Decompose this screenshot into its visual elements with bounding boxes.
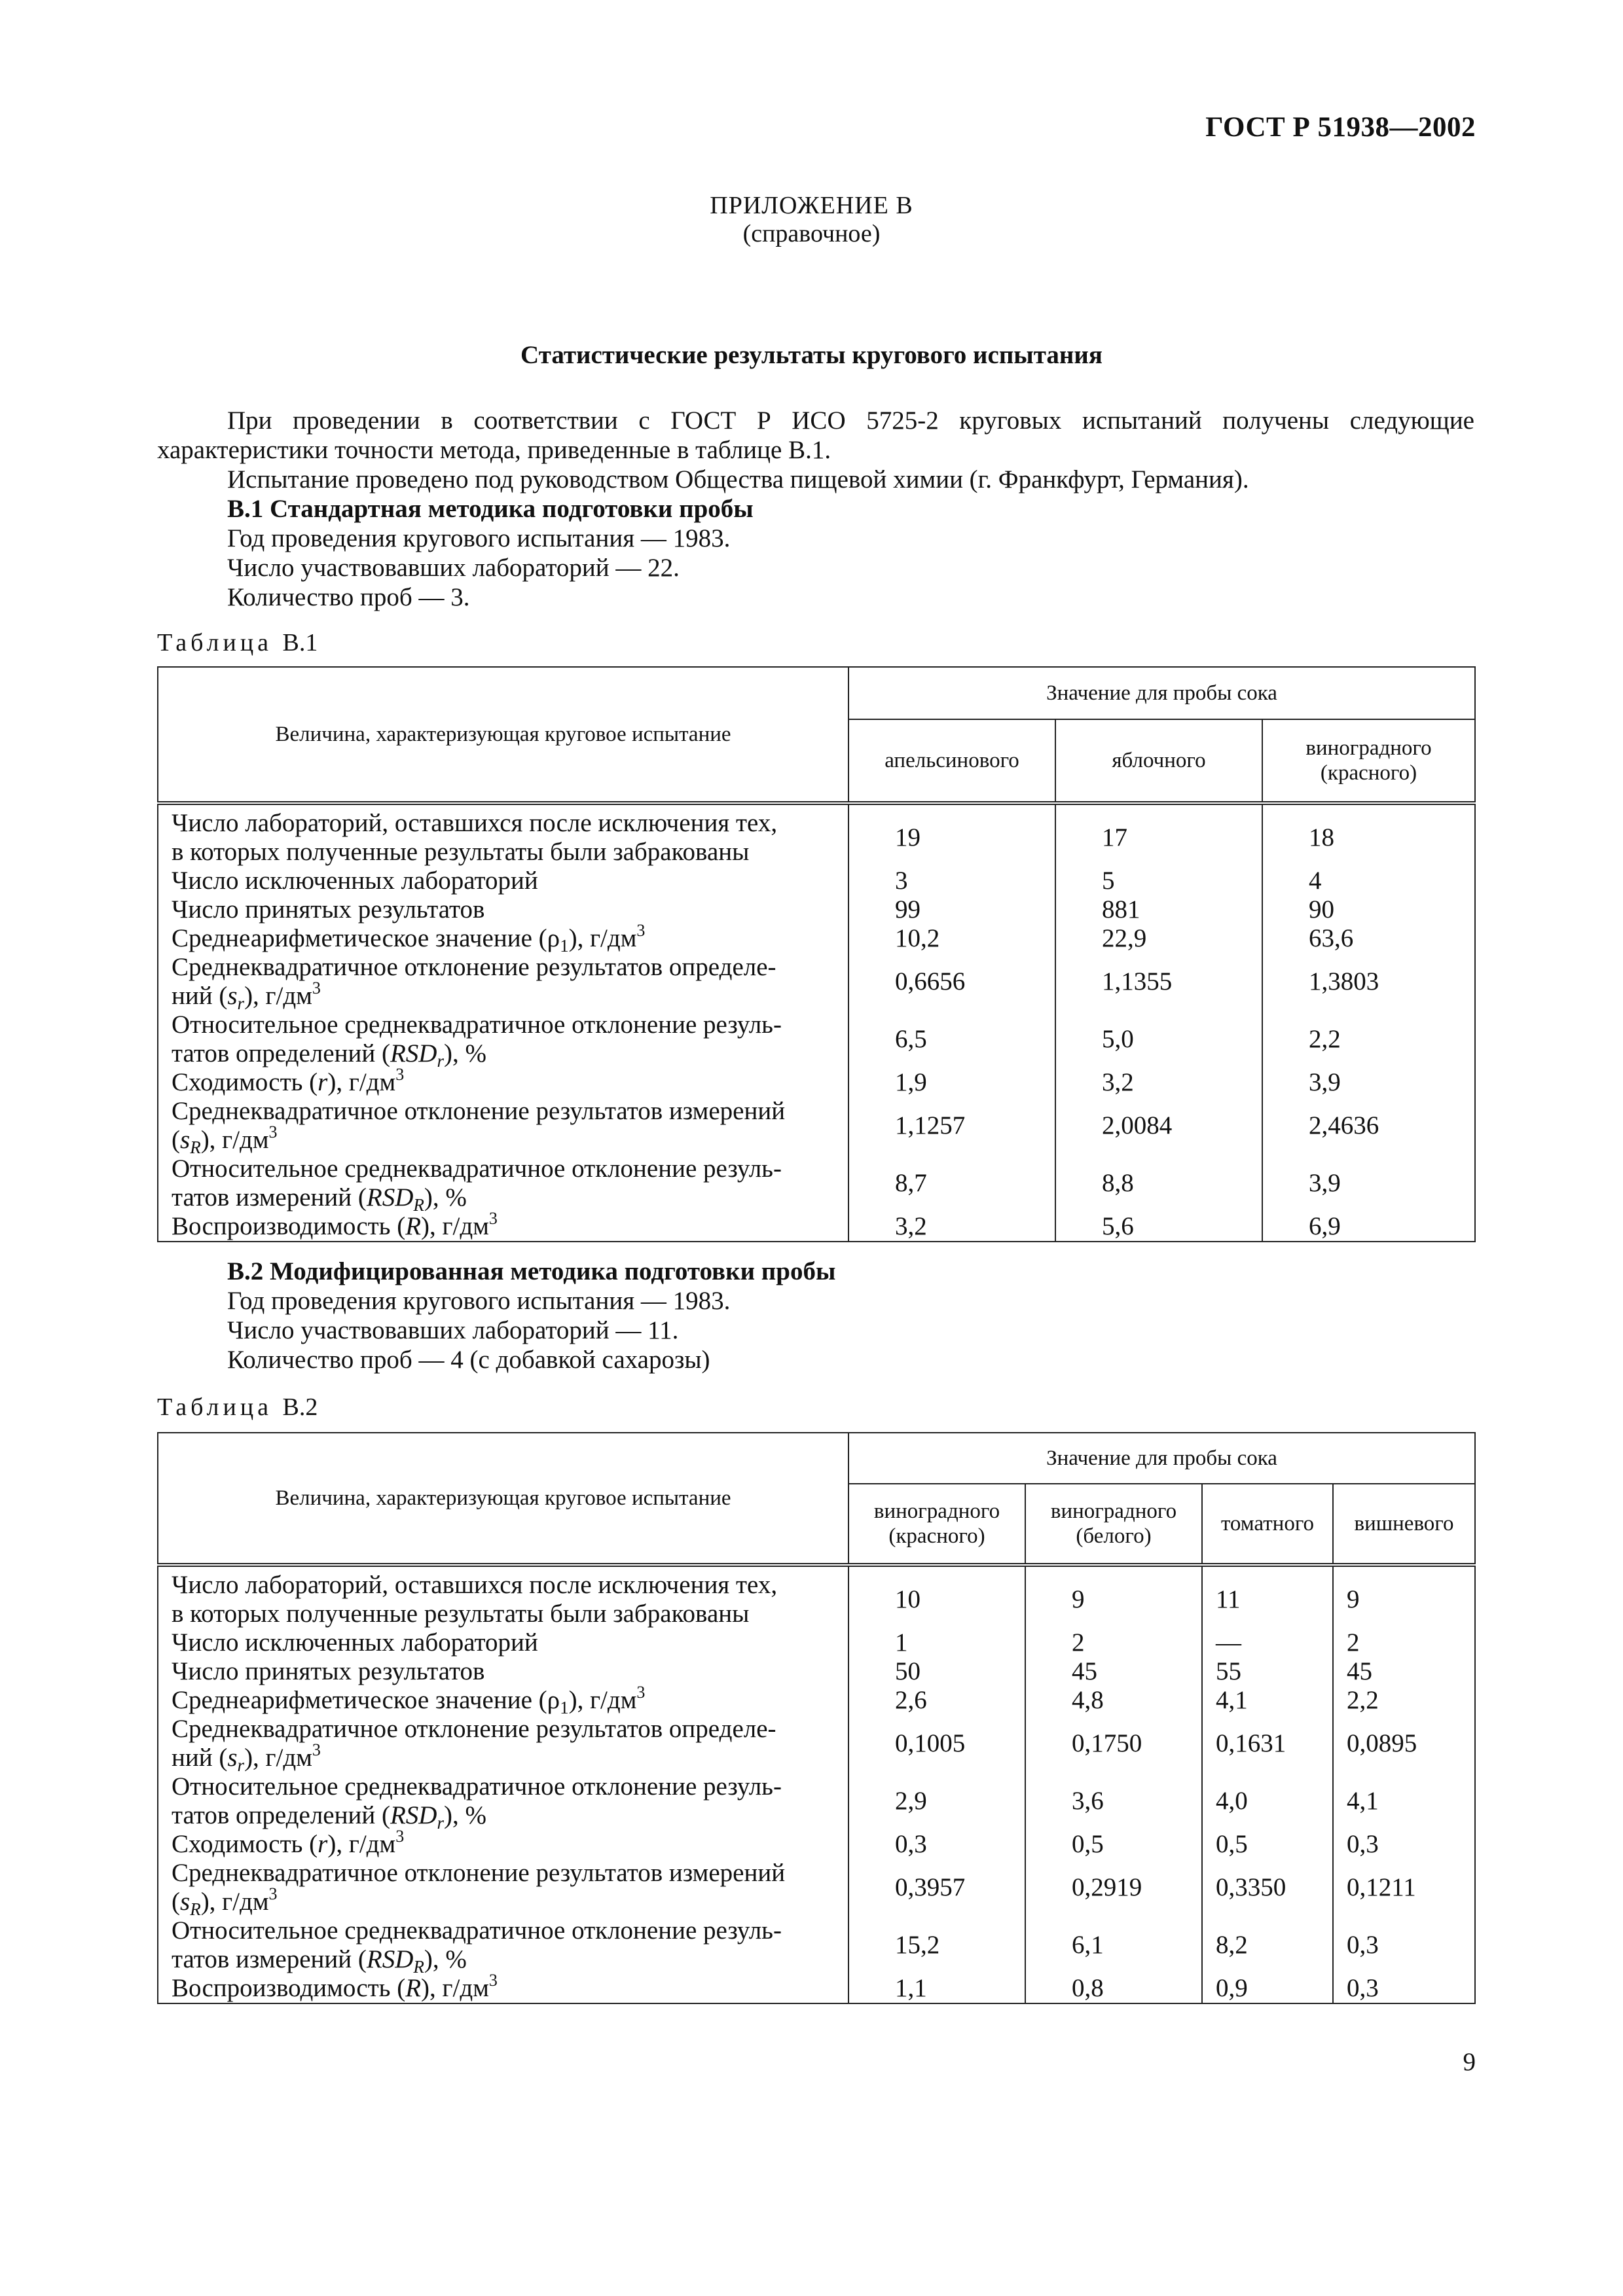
cell: 0,2919 [1025,1859,1202,1916]
cell: 1,3803 [1262,953,1475,1011]
cell: 22,9 [1055,924,1262,953]
cell: 0,1005 [848,1715,1025,1772]
cell: 0,3 [848,1830,1025,1859]
cell: 50 [848,1657,1025,1686]
cell: 2,6 [848,1686,1025,1715]
row-label: Число лабораторий, оставшихся после исключения тех, в которых полученные результаты были забракованы [158,805,848,867]
row-label: Среднеквадратичное отклонение результатов определе- ний $(s_r)$, $г/дм^3$ [158,953,848,1011]
table-row [158,953,1475,1011]
row-label: Среднеквадратичное отклонение результатов измерений $(s_R)$, $г/дм^3$ [158,1859,848,1916]
row-label: Воспроизводимость (R), $г/дм^3$ [158,1974,848,2003]
row-label: Среднеарифметическое значение $(\rho_1)$, $г/дм^3$ [158,1686,848,1715]
cell: 3 [848,867,1055,895]
table-b1 [157,666,1476,1242]
table1-group-header: Значение для пробы сока [848,667,1475,719]
cell: 0,1211 [1333,1859,1475,1916]
cell: 3,6 [1025,1772,1202,1830]
intro-paragraph-2: Испытание проведено под руководством Общества пищевой химии (г. Франкфурт, Германия). [227,465,1249,493]
cell: 4,1 [1333,1772,1475,1830]
table-row [158,1772,1475,1830]
appendix-subtitle: (справочное) [742,220,881,247]
cell: 10 [848,1567,1025,1628]
cell: 1,1 [848,1974,1025,2003]
appendix-title: ПРИЛОЖЕНИЕ В [710,192,913,219]
table1-caption [157,628,318,657]
table1-param-header: Величина, характеризующая круговое испытание [158,667,848,803]
cell: 4,0 [1202,1772,1333,1830]
row-label: Число принятых результатов [158,1657,848,1686]
cell: 0,3 [1333,1974,1475,2003]
b2-labs: Число участвовавших лабораторий — 11. [227,1316,679,1344]
cell: 0,0895 [1333,1715,1475,1772]
cell: 4 [1262,867,1475,895]
cell: 6,1 [1025,1916,1202,1974]
cell: 45 [1333,1657,1475,1686]
b1-heading: В.1 Стандартная методика подготовки пробы [227,495,754,523]
cell: 2,2 [1333,1686,1475,1715]
row-label: Сходимость (r), $г/дм^3$ [158,1068,848,1097]
cell: 8,8 [1055,1155,1262,1212]
table2-col-header: вишневого [1333,1484,1475,1565]
table-row [158,1657,1475,1686]
cell: 11 [1202,1567,1333,1628]
row-label: Число исключенных лабораторий [158,1628,848,1657]
cell: 9 [1333,1567,1475,1628]
cell: 0,3957 [848,1859,1025,1916]
cell: 5,6 [1055,1212,1262,1242]
row-label: Число лабораторий, оставшихся после исключения тех, в которых полученные результаты были забракованы [158,1567,848,1628]
cell: 10,2 [848,924,1055,953]
table2-col-header: виноградного (красного) [848,1484,1025,1565]
cell: 5 [1055,867,1262,895]
cell: 0,8 [1025,1974,1202,2003]
cell: 0,3 [1333,1830,1475,1859]
cell: 2,2 [1262,1011,1475,1068]
cell: 4,8 [1025,1686,1202,1715]
cell: 19 [848,805,1055,867]
cell: 3,2 [848,1212,1055,1242]
cell: 1,1355 [1055,953,1262,1011]
table-row [158,1097,1475,1155]
table-row [158,1567,1475,1628]
cell: 2,0084 [1055,1097,1262,1155]
table1-col-header: яблочного [1055,719,1262,803]
table-row [158,1715,1475,1772]
cell: 4,1 [1202,1686,1333,1715]
table1-col-header: виноградного (красного) [1262,719,1475,803]
cell: 8,2 [1202,1916,1333,1974]
cell: 0,1750 [1025,1715,1202,1772]
table-row [158,867,1475,895]
cell: 15,2 [848,1916,1025,1974]
cell: 2 [1333,1628,1475,1657]
cell: 3,9 [1262,1068,1475,1097]
cell: 1,9 [848,1068,1055,1097]
row-label: Число исключенных лабораторий [158,867,848,895]
document-standard-number: ГОСТ Р 51938—2002 [1205,112,1476,143]
table-row [158,1686,1475,1715]
section-title: Статистические результаты кругового испытания [520,341,1103,369]
cell: 90 [1262,895,1475,924]
cell: 55 [1202,1657,1333,1686]
cell: 2 [1025,1628,1202,1657]
row-label: Среднеарифметическое значение $(\rho_1)$, $г/дм^3$ [158,924,848,953]
table-row [158,1830,1475,1859]
table-row [158,1974,1475,2003]
row-label: Среднеквадратичное отклонение результатов измерений $(s_R)$, $г/дм^3$ [158,1097,848,1155]
table-row [158,1859,1475,1916]
cell: 18 [1262,805,1475,867]
table-b2 [157,1432,1476,2004]
cell: 6,5 [848,1011,1055,1068]
cell: 2,4636 [1262,1097,1475,1155]
table-row [158,895,1475,924]
cell: 6,9 [1262,1212,1475,1242]
table2-group-header: Значение для пробы сока [848,1433,1475,1484]
row-label: Относительное среднеквадратичное отклонение резуль- татов определений $(RSD_r)$, % [158,1011,848,1068]
table2-caption-num: В.2 [282,1393,318,1421]
table2-col-header: виноградного (белого) [1025,1484,1202,1565]
row-label: Среднеквадратичное отклонение результатов определе- ний $(s_r)$, $г/дм^3$ [158,1715,848,1772]
cell: 0,3350 [1202,1859,1333,1916]
table-row [158,805,1475,867]
table-row [158,924,1475,953]
table2-caption-word: Таблица [157,1393,273,1421]
table-row [158,1155,1475,1212]
b2-year: Год проведения кругового испытания — 1983. [227,1287,731,1315]
cell: 99 [848,895,1055,924]
intro-paragraph: При проведении в соответствии с ГОСТ Р ИСО 5725-2 круговых испытаний получены следующие характеристики точности метода, приведенные в таблице В.1. [157,406,1474,464]
cell: 881 [1055,895,1262,924]
table-row [158,1916,1475,1974]
row-label: Сходимость (r), $г/дм^3$ [158,1830,848,1859]
cell: — [1202,1628,1333,1657]
table2-caption [157,1393,318,1422]
cell: 2,9 [848,1772,1025,1830]
cell: 3,9 [1262,1155,1475,1212]
cell: 17 [1055,805,1262,867]
cell: 0,9 [1202,1974,1333,2003]
table1-caption-word: Таблица [157,629,273,656]
table-row [158,1068,1475,1097]
table1-col-header: апельсинового [848,719,1055,803]
b1-samples: Количество проб — 3. [227,583,470,611]
cell: 1,1257 [848,1097,1055,1155]
b1-year: Год проведения кругового испытания — 1983. [227,524,731,552]
cell: 0,5 [1202,1830,1333,1859]
cell: 63,6 [1262,924,1475,953]
table-row [158,1628,1475,1657]
cell: 0,5 [1025,1830,1202,1859]
cell: 5,0 [1055,1011,1262,1068]
page-number: 9 [1463,2048,1476,2076]
table-row [158,1011,1475,1068]
cell: 0,1631 [1202,1715,1333,1772]
cell: 8,7 [848,1155,1055,1212]
b2-heading: В.2 Модифицированная методика подготовки пробы [227,1257,836,1285]
b2-samples: Количество проб — 4 (с добавкой сахарозы) [227,1346,710,1374]
row-label: Относительное среднеквадратичное отклонение резуль- татов измерений $(RSD_R)$, % [158,1916,848,1974]
table2-param-header: Величина, характеризующая круговое испытание [158,1433,848,1565]
cell: 45 [1025,1657,1202,1686]
row-label: Воспроизводимость (R), $г/дм^3$ [158,1212,848,1242]
row-label: Относительное среднеквадратичное отклонение резуль- татов определений $(RSD_r)$, % [158,1772,848,1830]
row-label: Число принятых результатов [158,895,848,924]
cell: 0,3 [1333,1916,1475,1974]
table-row [158,1212,1475,1242]
cell: 3,2 [1055,1068,1262,1097]
row-label: Относительное среднеквадратичное отклонение резуль- татов измерений $(RSD_R)$, % [158,1155,848,1212]
cell: 0,6656 [848,953,1055,1011]
table1-caption-num: В.1 [282,629,318,656]
table2-col-header: томатного [1202,1484,1333,1565]
cell: 1 [848,1628,1025,1657]
cell: 9 [1025,1567,1202,1628]
b1-labs: Число участвовавших лабораторий — 22. [227,554,680,582]
